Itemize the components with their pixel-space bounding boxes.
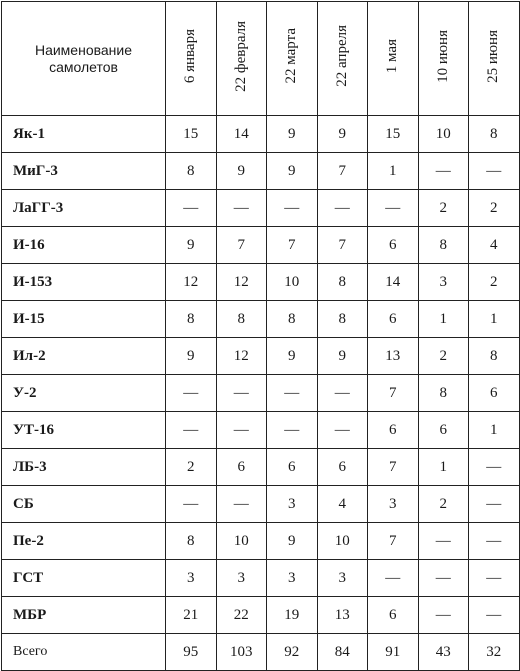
aircraft-name: МиГ-3 bbox=[2, 153, 166, 190]
count-cell: — bbox=[469, 523, 520, 560]
count-cell: 1 bbox=[418, 301, 469, 338]
count-cell: — bbox=[469, 153, 520, 190]
count-cell: 7 bbox=[317, 227, 368, 264]
count-cell: 3 bbox=[267, 560, 318, 597]
count-cell: 9 bbox=[166, 338, 217, 375]
count-cell: 3 bbox=[166, 560, 217, 597]
count-cell: 8 bbox=[469, 338, 520, 375]
count-cell: 14 bbox=[368, 264, 419, 301]
count-cell: — bbox=[216, 412, 267, 449]
count-cell: 3 bbox=[368, 486, 419, 523]
aircraft-name: Ил-2 bbox=[2, 338, 166, 375]
count-cell: 4 bbox=[469, 227, 520, 264]
count-cell: 10 bbox=[418, 116, 469, 153]
count-cell: 8 bbox=[469, 116, 520, 153]
count-cell: 2 bbox=[166, 449, 217, 486]
table-row bbox=[2, 190, 520, 227]
count-cell: — bbox=[216, 190, 267, 227]
count-cell: 7 bbox=[368, 449, 419, 486]
count-cell: — bbox=[469, 560, 520, 597]
aircraft-name: И-153 bbox=[2, 264, 166, 301]
aircraft-name: ЛБ-3 bbox=[2, 449, 166, 486]
table-row bbox=[2, 301, 520, 338]
count-cell: 6 bbox=[368, 412, 419, 449]
count-cell: — bbox=[216, 375, 267, 412]
date-label: 22 апреля bbox=[333, 25, 350, 87]
count-cell: 6 bbox=[317, 449, 368, 486]
count-cell: 2 bbox=[469, 190, 520, 227]
table-row bbox=[2, 375, 520, 412]
count-cell: 13 bbox=[317, 597, 368, 634]
header-name-line-2: самолетов bbox=[49, 58, 118, 75]
count-cell: 7 bbox=[368, 375, 419, 412]
count-cell: 14 bbox=[216, 116, 267, 153]
count-cell: 3 bbox=[317, 560, 368, 597]
total-value: 32 bbox=[469, 634, 520, 671]
count-cell: 1 bbox=[368, 153, 419, 190]
count-cell: — bbox=[469, 597, 520, 634]
aircraft-name: ГСТ bbox=[2, 560, 166, 597]
count-cell: — bbox=[216, 486, 267, 523]
count-cell: 3 bbox=[267, 486, 318, 523]
header-date-4 bbox=[317, 2, 368, 116]
header-date-3 bbox=[267, 2, 318, 116]
count-cell: 6 bbox=[368, 597, 419, 634]
count-cell: 3 bbox=[418, 264, 469, 301]
count-cell: 21 bbox=[166, 597, 217, 634]
aircraft-name: Пе-2 bbox=[2, 523, 166, 560]
table-row bbox=[2, 449, 520, 486]
table-body bbox=[2, 116, 520, 671]
total-label: Всего bbox=[2, 634, 166, 671]
count-cell: 6 bbox=[368, 301, 419, 338]
count-cell: 13 bbox=[368, 338, 419, 375]
total-value: 43 bbox=[418, 634, 469, 671]
count-cell: 6 bbox=[418, 412, 469, 449]
count-cell: 8 bbox=[216, 301, 267, 338]
count-cell: — bbox=[418, 560, 469, 597]
total-value: 92 bbox=[267, 634, 318, 671]
count-cell: 8 bbox=[317, 301, 368, 338]
count-cell: 9 bbox=[317, 116, 368, 153]
table-row bbox=[2, 486, 520, 523]
count-cell: 7 bbox=[317, 153, 368, 190]
count-cell: — bbox=[418, 153, 469, 190]
header-date-7 bbox=[469, 2, 520, 116]
count-cell: — bbox=[317, 190, 368, 227]
count-cell: — bbox=[469, 449, 520, 486]
count-cell: — bbox=[267, 412, 318, 449]
count-cell: — bbox=[418, 523, 469, 560]
count-cell: 4 bbox=[317, 486, 368, 523]
count-cell: — bbox=[166, 412, 217, 449]
count-cell: 8 bbox=[166, 153, 217, 190]
count-cell: 2 bbox=[418, 190, 469, 227]
total-row bbox=[2, 634, 520, 671]
aircraft-name: И-15 bbox=[2, 301, 166, 338]
aircraft-name: Як-1 bbox=[2, 116, 166, 153]
count-cell: — bbox=[166, 486, 217, 523]
count-cell: 12 bbox=[216, 264, 267, 301]
count-cell: 8 bbox=[317, 264, 368, 301]
date-label: 25 июня bbox=[485, 29, 502, 83]
header-row bbox=[2, 2, 520, 116]
count-cell: 1 bbox=[418, 449, 469, 486]
table-row bbox=[2, 116, 520, 153]
count-cell: 2 bbox=[418, 486, 469, 523]
count-cell: 12 bbox=[216, 338, 267, 375]
total-value: 103 bbox=[216, 634, 267, 671]
aircraft-name: И-16 bbox=[2, 227, 166, 264]
count-cell: 7 bbox=[216, 227, 267, 264]
table-row bbox=[2, 523, 520, 560]
header-name-line-1: Наименование bbox=[34, 41, 133, 58]
count-cell: — bbox=[317, 375, 368, 412]
count-cell: — bbox=[267, 375, 318, 412]
count-cell: — bbox=[267, 190, 318, 227]
aircraft-name: УТ-16 bbox=[2, 412, 166, 449]
total-value: 84 bbox=[317, 634, 368, 671]
count-cell: 6 bbox=[216, 449, 267, 486]
count-cell: 6 bbox=[368, 227, 419, 264]
count-cell: 15 bbox=[368, 116, 419, 153]
count-cell: 3 bbox=[216, 560, 267, 597]
header-date-5 bbox=[368, 2, 419, 116]
count-cell: 22 bbox=[216, 597, 267, 634]
date-label: 22 марта bbox=[283, 28, 300, 84]
date-label: 10 июня bbox=[434, 29, 451, 83]
table-row bbox=[2, 264, 520, 301]
count-cell: 2 bbox=[469, 264, 520, 301]
total-value: 91 bbox=[368, 634, 419, 671]
count-cell: 9 bbox=[267, 153, 318, 190]
table-row bbox=[2, 412, 520, 449]
date-label: 22 февраля bbox=[232, 20, 249, 92]
count-cell: — bbox=[469, 486, 520, 523]
header-date-6 bbox=[418, 2, 469, 116]
count-cell: 9 bbox=[267, 523, 318, 560]
table-row bbox=[2, 560, 520, 597]
count-cell: — bbox=[166, 375, 217, 412]
header-date-1 bbox=[166, 2, 217, 116]
aircraft-name: ЛаГГ-3 bbox=[2, 190, 166, 227]
count-cell: — bbox=[317, 412, 368, 449]
count-cell: — bbox=[166, 190, 217, 227]
count-cell: — bbox=[418, 597, 469, 634]
aircraft-name: У-2 bbox=[2, 375, 166, 412]
aircraft-name: МБР bbox=[2, 597, 166, 634]
count-cell: 12 bbox=[166, 264, 217, 301]
aircraft-name: СБ bbox=[2, 486, 166, 523]
table-row bbox=[2, 338, 520, 375]
count-cell: 9 bbox=[267, 338, 318, 375]
count-cell: 1 bbox=[469, 301, 520, 338]
count-cell: 10 bbox=[216, 523, 267, 560]
count-cell: 9 bbox=[267, 116, 318, 153]
date-label: 6 января bbox=[182, 28, 199, 84]
count-cell: 1 bbox=[469, 412, 520, 449]
count-cell: 9 bbox=[166, 227, 217, 264]
count-cell: — bbox=[368, 560, 419, 597]
date-label: 1 мая bbox=[384, 38, 401, 74]
count-cell: 10 bbox=[317, 523, 368, 560]
count-cell: 6 bbox=[469, 375, 520, 412]
count-cell: 8 bbox=[418, 375, 469, 412]
table-row bbox=[2, 227, 520, 264]
aircraft-table bbox=[1, 1, 520, 671]
count-cell: 8 bbox=[166, 301, 217, 338]
count-cell: 15 bbox=[166, 116, 217, 153]
count-cell: 8 bbox=[267, 301, 318, 338]
count-cell: 10 bbox=[267, 264, 318, 301]
count-cell: 8 bbox=[166, 523, 217, 560]
header-date-2 bbox=[216, 2, 267, 116]
total-value: 95 bbox=[166, 634, 217, 671]
count-cell: 6 bbox=[267, 449, 318, 486]
count-cell: 7 bbox=[368, 523, 419, 560]
count-cell: 9 bbox=[317, 338, 368, 375]
count-cell: 7 bbox=[267, 227, 318, 264]
count-cell: 19 bbox=[267, 597, 318, 634]
count-cell: — bbox=[368, 190, 419, 227]
count-cell: 2 bbox=[418, 338, 469, 375]
count-cell: 9 bbox=[216, 153, 267, 190]
header-name-cell bbox=[2, 2, 166, 116]
table-row bbox=[2, 153, 520, 190]
count-cell: 8 bbox=[418, 227, 469, 264]
table-row bbox=[2, 597, 520, 634]
